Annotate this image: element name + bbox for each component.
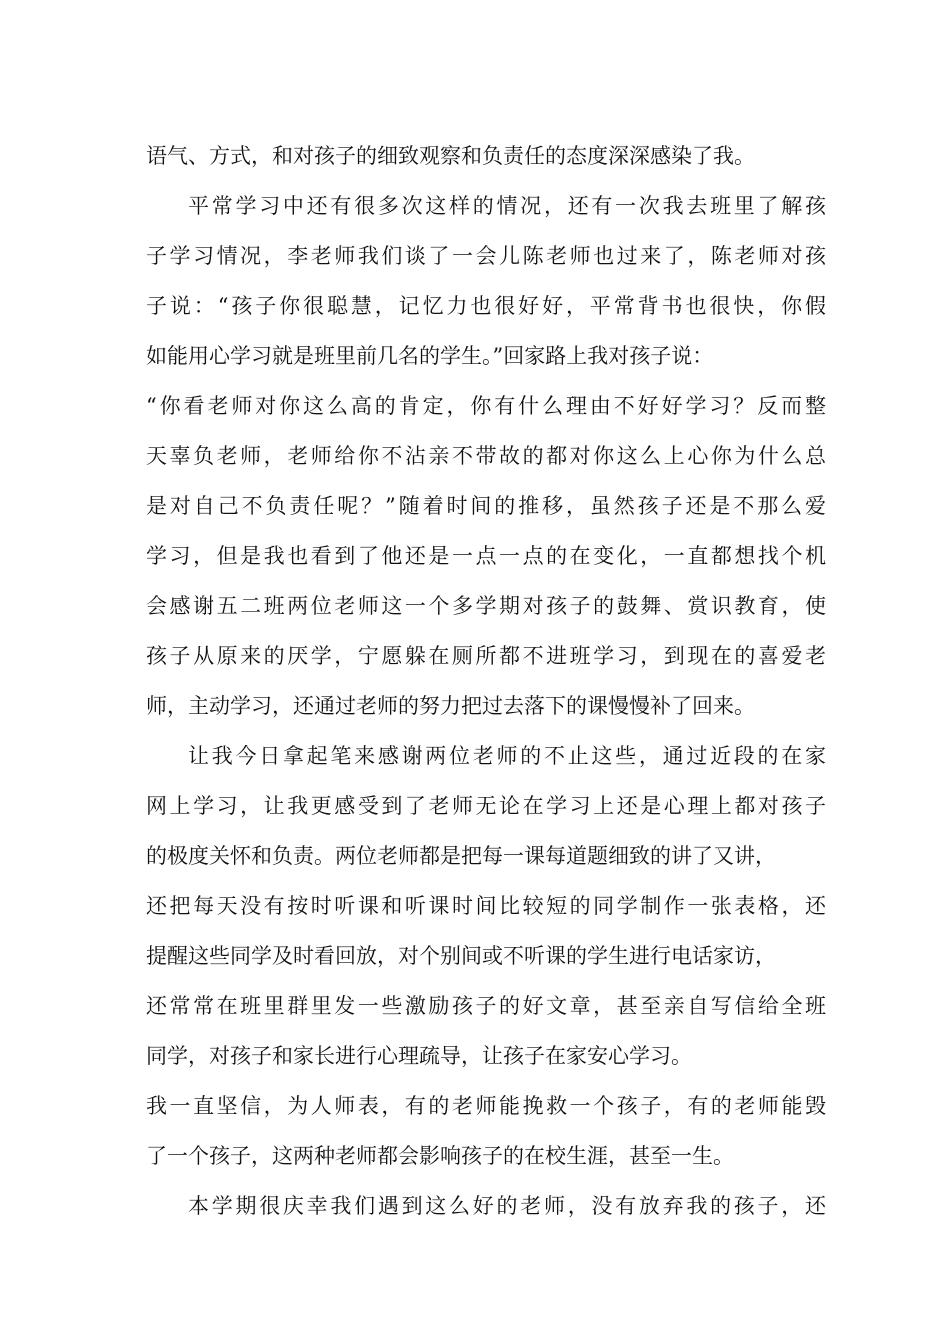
text-line: “你看老师对你这么高的肯定，你有什么理由不好好学习？反而整 <box>146 394 826 418</box>
text-line: 语气、方式，和对孩子的细致观察和负责任的态度深深感染了我。 <box>146 144 755 168</box>
paragraph-start-line: 我一直坚信，为人师表，有的老师能挽救一个孩子，有的老师能毁 <box>146 1094 826 1118</box>
paragraph-start-line: 本学期很庆幸我们遇到这么好的老师，没有放弃我的孩子，还 <box>188 1194 826 1218</box>
paragraph-start-line: 平常学习中还有很多次这样的情况，还有一次我去班里了解孩 <box>188 194 826 218</box>
text-line: 子学习情况，李老师我们谈了一会儿陈老师也过来了，陈老师对孩 <box>146 244 826 268</box>
text-line: 天辜负老师，老师给你不沾亲不带故的都对你这么上心你为什么总 <box>146 444 826 468</box>
document-body <box>146 131 826 1231</box>
text-line: 学习，但是我也看到了他还是一点一点的在变化，一直都想找个机 <box>146 544 826 568</box>
text-line: 了一个孩子，这两种老师都会影响孩子的在校生涯，甚至一生。 <box>146 1144 734 1168</box>
paragraph-start-line: 让我今日拿起笔来感谢两位老师的不止这些，通过近段的在家 <box>188 744 826 768</box>
text-line: 孩子从原来的厌学，宁愿躲在厕所都不进班学习，到现在的喜爱老 <box>146 644 826 668</box>
text-line: 子说：“孩子你很聪慧，记忆力也很好好，平常背书也很快，你假 <box>146 294 826 318</box>
text-line: 还把每天没有按时听课和听课时间比较短的同学制作一张表格，还 <box>146 894 826 918</box>
text-line: 提醒这些同学及时看回放，对个别间或不听课的学生进行电话家访， <box>146 944 776 968</box>
text-line: 是对自己不负责任呢？”随着时间的推移，虽然孩子还是不那么爱 <box>146 494 826 518</box>
text-line: 网上学习，让我更感受到了老师无论在学习上还是心理上都对孩子 <box>146 794 826 818</box>
text-line: 如能用心学习就是班里前几名的学生。”回家路上我对孩子说： <box>146 344 714 368</box>
text-line: 还常常在班里群里发一些激励孩子的好文章，甚至亲自写信给全班 <box>146 994 826 1018</box>
text-line: 师，主动学习，还通过老师的努力把过去落下的课慢慢补了回来。 <box>146 694 755 718</box>
text-line: 同学，对孩子和家长进行心理疏导，让孩子在家安心学习。 <box>146 1044 692 1068</box>
text-line: 会感谢五二班两位老师这一个多学期对孩子的鼓舞、赏识教育，使 <box>146 594 826 618</box>
text-line: 的极度关怀和负责。两位老师都是把每一课每道题细致的讲了又讲， <box>146 844 776 868</box>
